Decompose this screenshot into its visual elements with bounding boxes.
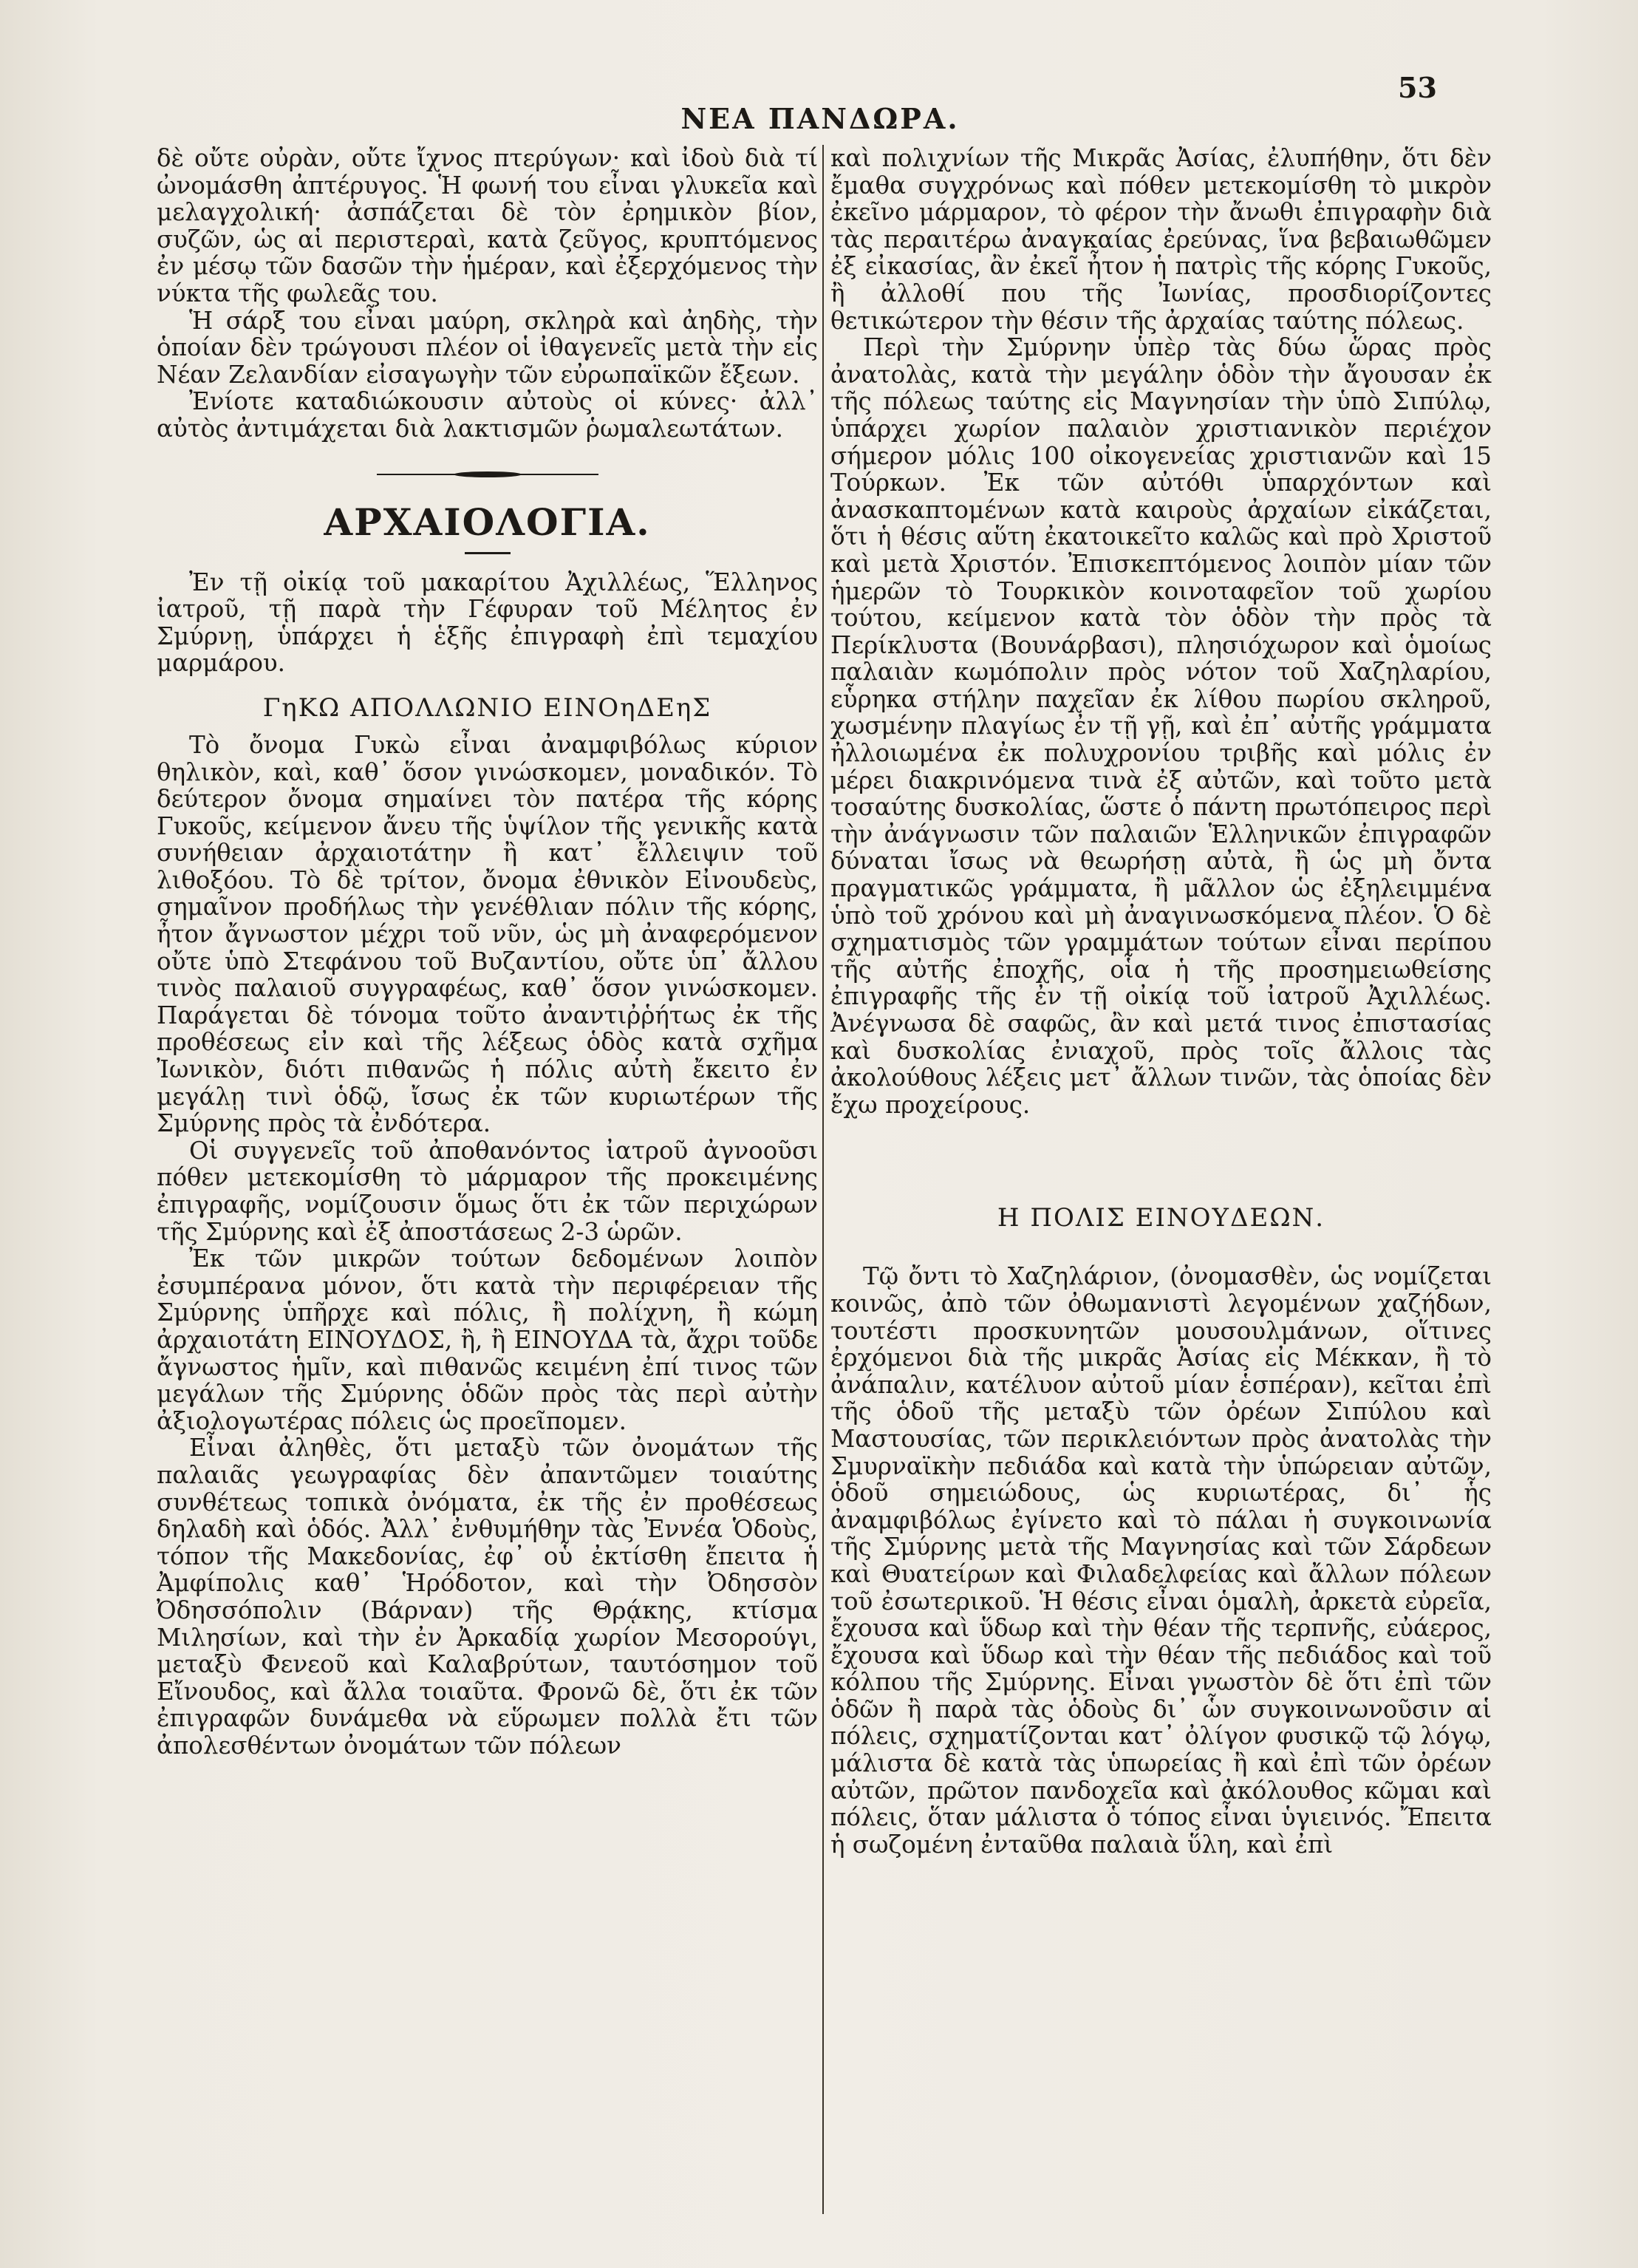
section-title-city: Η ΠΟΛΙΣ ΕΙΝΟΥΔΕΩΝ. <box>997 1203 1325 1233</box>
paragraph: Οἱ συγγενεῖς τοῦ ἀποθανόντος ἰατροῦ ἀγνοοῦσι πόθεν μετεκομίσθη τὸ μάρμαρον τῆς προκειμένης ἐπιγραφῆς, νομίζουσιν ὅμως ὅτι ἐκ τῶν περιχώρων τῆς Σμύρνης καὶ ἐξ ἀποστάσεως 2-3 ὡρῶν. <box>157 1136 818 1246</box>
paragraph: Ἐνίοτε καταδιώκουσιν αὐτοὺς οἱ κύνες· ἀλλ᾽ αὐτὸς ἀντιμάχεται διὰ λακτισμῶν ῥωμαλεωτάτων. <box>157 387 818 443</box>
title-divider <box>465 552 511 554</box>
faded-area <box>830 1118 1492 1162</box>
inscription-text: ΓηΚΩ ΑΠΟΛΛΩΝΙΟ ΕΙΝΟηΔΕηΣ <box>262 692 712 723</box>
left-column <box>157 145 818 2221</box>
running-title: ΝΕΑ ΠΑΝΔΩΡΑ. <box>680 102 960 135</box>
paragraph: Τῷ ὄντι τὸ Χαζηλάριον, (ὀνομασθὲν, ὡς νομίζεται κοινῶς, ἀπὸ τῶν ὀθωμανιστὶ λεγομένων χαζήδων, τουτέστι προσκυνητῶν μουσουλμάνων, οἵτινες ἐρχόμενοι διὰ τῆς μικρᾶς Ἀσίας εἰς Μέκκαν, ἢ τὸ ἀνάπαλιν, κατέλυον αὐτοῦ μίαν ἑσπέραν), κεῖται ἐπὶ τῆς ὁδοῦ τῆς μεταξὺ τῶν ὀρέων Σιπύλου καὶ Μαστουσίας, τῶν περικλειόντων πρὸς ἀνατολὰς τὴν Σμυρναϊκὴν πεδιάδα καὶ κατὰ τὴν ὑπώρειαν αὐτῶν, ὁδοῦ σημειώδους, ὡς κυριωτέρας, δι᾽ ἧς ἀναμφιβόλως ἐγίνετο καὶ τὸ πάλαι ἡ συγκοινωνία τῆς Σμύρνης μετὰ τῆς Μαγνησίας καὶ τῶν Σάρδεων καὶ Θυατείρων καὶ Φιλαδελφείας καὶ ἄλλων πόλεων τοῦ ἐσωτερικοῦ. Ἡ θέσις εἶναι ὁμαλὴ, ἀρκετὰ εὐρεῖα, ἔχουσα καὶ ὕδωρ καὶ τὴν θέαν τῆς τερπνῆς, εὐάερος, ἔχουσα καὶ ὕδωρ καὶ τὴν θέαν τῆς πεδιάδος καὶ τοῦ κόλπου τῆς Σμύρνης. Εἶναι γνωστὸν δὲ ὅτι ἐπὶ τῶν ὁδῶν ἢ παρὰ τὰς ὁδοὺς δι᾽ ὧν συγκοινωνοῦσιν αἱ πόλεις, σχηματίζονται κατ᾽ ὀλίγον φυσικῷ τῷ λόγῳ, μάλιστα δὲ κατὰ τὰς ὑπωρείας ἢ καὶ ἐπὶ τῶν ὀρέων αὐτῶν, πρῶτον πανδοχεῖα καὶ ἀκόλουθος κῶμαι καὶ πόλεις, ὅταν μάλιστα ὁ τόπος εἶναι ὑγιεινός. Ἔπειτα ἡ σωζομένη ἐνταῦθα παλαιὰ ὕλη, καὶ ἐπὶ <box>830 1262 1492 1859</box>
ornament-rule <box>377 471 598 478</box>
paragraph: Περὶ τὴν Σμύρνην ὑπὲρ τὰς δύω ὥρας πρὸς ἀνατολὰς, κατὰ τὴν μεγάλην ὁδὸν τὴν ἄγουσαν ἐκ τῆς πόλεως ταύτης εἰς Μαγνησίαν τὴν ὑπὸ Σιπύλῳ, ὑπάρχει χωρίον παλαιὸν χριστιανικὸν περιέχον σήμερον μόλις 100 οἰκογενείας χριστιανῶν καὶ 15 Τούρκων. Ἐκ τῶν αὐτόθι ὑπαρχόντων καὶ ἀνασκαπτομένων κατὰ καιροὺς ἀρχαίων εἰκάζεται, ὅτι ἡ θέσις αὕτη ἐκατοικεῖτο καλῶς καὶ πρὸ Χριστοῦ καὶ μετὰ Χριστόν. Ἐπισκεπτόμενος λοιπὸν μίαν τῶν ἡμερῶν τὸ Τουρκικὸν κοινοταφεῖον τοῦ χωρίου τούτου, κείμενον κατὰ τὸν ὁδὸν τὴν πρὸς τὰ Περίκλυστα (Βουνάρβασι), πλησιόχωρον καὶ ὁμοίως παλαιὰν κωμόπολιν πρὸς νότον τοῦ Χαζηλαρίου, εὗρηκα στήλην παχεῖαν ἐκ λίθου πωρίου σκληροῦ, χωσμένην πλαγίως ἐν τῇ γῇ, καὶ ἐπ᾽ αὐτῆς γράμματα ἠλλοιωμένα ἐκ πολυχρονίου τριβῆς καὶ μόλις ἐν μέρει διακρινόμενα τινὰ ἐξ αὐτῶν, καὶ τοῦτο μετὰ τοσαύτης δυσκολίας, ὥστε ὁ πάντη πρωτόπειρος περὶ τὴν ἀνάγνωσιν τῶν παλαιῶν Ἑλληνικῶν ἐπιγραφῶν δύναται ἴσως νὰ θεωρήσῃ αὐτὰ, ἢ ὡς μὴ ὄντα πραγματικῶς γράμματα, ἢ μᾶλλον ὡς ἐξηλειμμένα ὑπὸ τοῦ χρόνου καὶ μὴ ἀναγινωσκόμενα πλέον. Ὁ δὲ σχηματισμὸς τῶν γραμμάτων τούτων εἶναι περίπου τῆς αὐτῆς ἐποχῆς, οἷα ἡ τῆς προσημειωθείσης ἐπιγραφῆς τῆς ἐν τῇ οἰκίᾳ τοῦ ἰατροῦ Ἀχιλλέως. Ἀνέγνωσα δὲ σαφῶς, ἂν καὶ μετά τινος ἐπιστασίας καὶ δυσκολίας ἐνιαχοῦ, πρὸς τοῖς ἄλλοις τὰς ἀκολούθους λέξεις μετ᾽ ἄλλων τινῶν, τὰς ὁποίας δὲν ἔχω προχείρους. <box>830 333 1492 1119</box>
column-divider <box>822 145 824 2214</box>
paragraph: καὶ πολιχνίων τῆς Μικρᾶς Ἀσίας, ἐλυπήθην, ὅτι δὲν ἔμαθα συγχρόνως καὶ πόθεν μετεκομίσθη τὸ μικρὸν ἐκεῖνο μάρμαρον, τὸ φέρον τὴν ἄνωθι ἐπιγραφὴν διὰ τὰς περαιτέρω ἀναγκαίας ἐρεύνας, ἵνα βεβαιωθῶμεν ἐξ εἰκασίας, ἂν ἐκεῖ ἦτον ἡ πατρὶς τῆς κόρης Γυκοῦς, ἢ ἀλλοθί που τῆς Ἰωνίας, προσδιορίζοντες θετικώτερον τὴν θέσιν τῆς ἀρχαίας ταύτης πόλεως. <box>830 145 1492 335</box>
right-column <box>830 145 1492 2221</box>
paragraph: Ἐκ τῶν μικρῶν τούτων δεδομένων λοιπὸν ἐσυμπέρανα μόνον, ὅτι κατὰ τὴν περιφέρειαν τῆς Σμύρνης ὑπῆρχε καὶ πόλις, ἢ πολίχνη, ἢ κώμη ἀρχαιοτάτη ΕΙΝΟΥΔΟΣ, ἢ, ἢ ΕΙΝΟΥΔΑ τὰ, ἄχρι τοῦδε ἄγνωστος ἡμῖν, καὶ πιθανῶς κειμένη ἐπί τινος τῶν μεγάλων τῆς Σμύρνης ὁδῶν πρὸς τὰς περὶ αὐτὴν ἀξιολογωτέρας πόλεις ὡς προεῖπομεν. <box>157 1244 818 1435</box>
paragraph: Τὸ ὄνομα Γυκὼ εἶναι ἀναμφιβόλως κύριον θηλικὸν, καὶ, καθ᾽ ὅσον γινώσκομεν, μοναδικόν. Τὸ δεύτερον ὄνομα σημαίνει τὸν πατέρα τῆς κόρης Γυκοῦς, κείμενον ἄνευ τῆς ὑψίλον τῆς γενικῆς κατὰ συνήθειαν ἀρχαιοτάτην ἢ κατ᾽ ἔλλειψιν τοῦ λιθοξόου. Τὸ δὲ τρίτον, ὄνομα ἐθνικὸν Εἰνουδεὺς, σημαῖνον προδήλως τὴν γενέθλιαν πόλιν τῆς κόρης, ἦτον ἄγνωστον μέχρι τοῦ νῦν, ὡς μὴ ἀναφερόμενον οὔτε ὑπὸ Στεφάνου τοῦ Βυζαντίου, οὔτε ὑπ᾽ ἄλλου τινὸς παλαιοῦ συγγραφέως, καθ᾽ ὅσον γινώσκομεν. Παράγεται δὲ τόνομα τοῦτο ἀναντιῤῥήτως ἐκ τῆς προθέσεως εἰν καὶ τῆς λέξεως ὁδὸς κατὰ σχῆμα Ἰωνικὸν, διότι πιθανῶς ἡ πόλις αὐτὴ ἔκειτο ἐν μεγάλῃ τινὶ ὁδῷ, ἴσως ἐκ τῶν κυριωτέρων τῆς Σμύρνης πρὸς τὰ ἐνδότερα. <box>157 730 818 1138</box>
paragraph: Ἡ σάρξ του εἶναι μαύρη, σκληρὰ καὶ ἀηδὴς, τὴν ὁποίαν δὲν τρώγουσι πλέον οἱ ἰθαγενεῖς μετὰ τὴν εἰς Νέαν Ζελανδίαν εἰσαγωγὴν τῶν εὐρωπαϊκῶν ἔξεων. <box>157 306 818 389</box>
paragraph: δὲ οὔτε οὐρὰν, οὔτε ἴχνος πτερύγων· καὶ ἰδοὺ διὰ τί ὠνομάσθη ἀπτέρυγος. Ἡ φωνή του εἶναι γλυκεῖα καὶ μελαγχολική· ἀσπάζεται δὲ τὸν ἐρημικὸν βίον, συζῶν, ὡς αἱ περιστεραὶ, κατὰ ζεῦγος, κρυπτόμενος ἐν μέσῳ τῶν δασῶν τὴν ἡμέραν, καὶ ἐξερχόμενος τὴν νύκτα τῆς φωλεᾶς του. <box>157 145 818 307</box>
paragraph: Εἶναι ἀληθὲς, ὅτι μεταξὺ τῶν ὀνομάτων τῆς παλαιᾶς γεωγραφίας δὲν ἀπαντῶμεν τοιαύτης συνθέτεως τοπικὰ ὀνόματα, ἐκ τῆς ἐν προθέσεως δηλαδὴ καὶ ὁδός. Ἀλλ᾽ ἐνθυμήθην τὰς Ἐννέα Ὁδοὺς, τόπον τῆς Μακεδονίας, ἐφ᾽ οὗ ἐκτίσθη ἔπειτα ἡ Ἀμφίπολις καθ᾽ Ἡρόδοτον, καὶ τὴν Ὀδησσὸν Ὀδησσόπολιν (Βάρναν) τῆς Θρᾴκης, κτίσμα Μιλησίων, καὶ τὴν ἐν Ἀρκαδίᾳ χωρίον Μεσορούγι, μεταξὺ Φενεοῦ καὶ Καλαβρύτων, ταυτόσημον τοῦ Εἴνουδος, καὶ ἄλλα τοιαῦτα. Φρονῶ δὲ, ὅτι ἐκ τῶν ἐπιγραφῶν δυνάμεθα νὰ εὕρωμεν πολλὰ ἔτι τῶν ἀπολεσθέντων ὀνομάτων τῶν πόλεων <box>157 1434 818 1760</box>
section-title-archaeology: ΑΡΧΑΙΟΛΟΓΙΑ. <box>324 500 651 544</box>
paragraph: Ἐν τῇ οἰκίᾳ τοῦ μακαρίτου Ἀχιλλέως, Ἕλληνος ἰατροῦ, τῇ παρὰ τὴν Γέφυραν τοῦ Μέλητος ἐν Σμύρνῃ, ὑπάρχει ἡ ἑξῆς ἐπιγραφὴ ἐπὶ τεμαχίου μαρμάρου. <box>157 568 818 678</box>
page-number: 53 <box>1398 71 1437 104</box>
